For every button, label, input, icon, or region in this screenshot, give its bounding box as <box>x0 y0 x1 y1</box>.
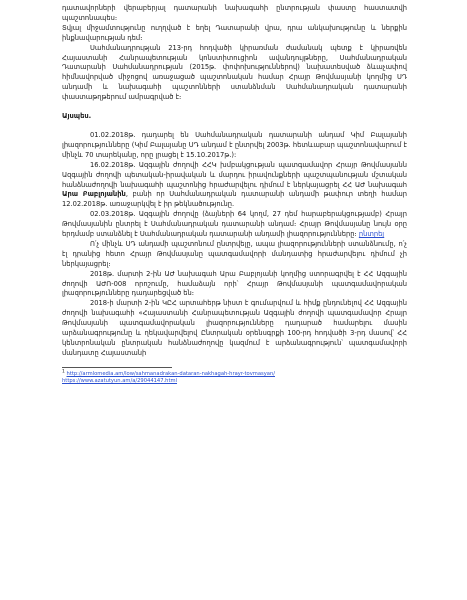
footnote-2 <box>62 378 407 386</box>
paragraph-constitution: Սահմանադրության 213-րդ հոդվածի կիրառման ժամանակ պետք է կիրառվեն Հայաստանի Հանրապետության կոնստիտուցիոն ավանդույթները, Սահմանադրական Դատարանի Սահմանադրության (2015թ. փոփոխություններով) նախատեսված ձևաչափով հիմնավորված միջոցով առաջացած պաշտոնական համար Հրայր Թովմասյանի կողմից ՍԴ անդամի և նախագահի պաշտոնների ստանձնման Սահմանադրական դատարանի փաստաթղթերում ամրագրված է։ <box>62 43 407 102</box>
footnote-link-2[interactable]: https://www.azatutyun.am/a/29044147.html <box>62 378 178 385</box>
paragraph-intro-1: դատավորների վերաբերյալ դատարանի նախագահի ընտրության փաստը հաստատվի պաշտոնապես։ <box>62 4 407 22</box>
paragraph-intro-2: Տվյալ միջամտությունը ուղղված է եղել Դատարանի վրա, դրա անկախությունը և ներքին ինքնավարության դեմ։ <box>62 23 407 42</box>
footnote-1 <box>62 371 407 379</box>
footnote-divider <box>62 367 172 368</box>
event-paragraph-3 <box>62 210 407 240</box>
event-paragraph-3-text: 02.03.2018թ. Ազգային ժողովը (ձայների 64 կողմ, 27 դեմ հարաբերակցությամբ) Հրայր Թովմասյանին ընտրել է Սահմանադրական դատարանի անդամ։ Հրայր Թովմասյանը նույն օրը երդմամբ ստանձնել է Սահմանադրական դատարանի անդամի լիազորությունները։ <box>62 210 407 239</box>
event-paragraph-2: 16.02.2018թ. Ազգային ժողովի ՀՀԿ խմբակցության պատգամավոր Հրայր Թովմասյանն Ազգային ժողովի պետական-իրավական և մարդու իրավունքների պաշտպանության մշտական հանձնաժողովի նախագահի պաշտոնից հրաժարվելու դիմում է ներկայացրել ՀՀ ԱԺ նախագահ Արա Բաբլոյանին, բանի որ Սահմանադրական դատարանի անդամի թափուր տեղի համար 12.02.2018թ. առաջարկվել է իր թեկնածությունը. <box>62 160 408 209</box>
inline-link[interactable]: ընտրել <box>358 230 385 239</box>
section-heading: Այսպես. <box>62 112 92 121</box>
event-paragraph-6: 2018-ի մարտի 2-ին ԿԸՀ արտահերթ նիստ է գումարվում և հիմք ընդունելով ՀՀ Ազգային ժողովի նախագահի «Հայաստանի Հանրապետության Ազգային ժողովի պատգամավոր Հրայր Թովմասյանի պատգամավորական լիազորությունները դադարած համարելու մասին արձանագրությունը և ղեկավարվելով Ընտրական օրենսգրքի 100-րդ հոդվածի 3-րդ մասով՝ ՀՀ կենտրոնական ընտրական հանձնաժողովը կազմում է արձանագրություն՝ պատգամավորի մանդատը Հայաստանի <box>62 299 407 357</box>
bold-name: Արա Բաբլոյանին <box>62 190 126 199</box>
event-paragraph-4: Ո՛չ մինչև ՍԴ անդամի պաշտոնում ընտրվելը, ապա լիազորությունների ստանձնումը, ո՛չ էլ դրանից հետո Հրայր Թովմասյանը պատգամավորի մանդատից հրաժարվելու դիմում չի ներկայացրել։ <box>62 239 407 268</box>
footnote-mark: 1 <box>62 369 65 375</box>
footnote-link-1[interactable]: http://armlomedia.am/low/sahmanadrakan-dataran-nakhagah-hrayr-tovmasyan/ <box>66 370 275 377</box>
event-paragraph-1: 01.02.2018թ. դադարել են Սահմանադրական դատարանի անդամ Կիմ Բալայանի լիազորությունները (Կիմ Բալայանը ՍԴ անդամ է ընտրվել 2003թ. հետևաբար պաշտոնավարում է մինչև 70 տարեկանը, որը լրացել է 15.10.2017թ.): <box>62 130 407 159</box>
event-paragraph-5: 2018թ. մարտի 2-ին ԱԺ նախագահ Արա Բաբլոյանի կողմից ստորագրվել է ՀՀ Ազգային ժողովի ԱԺՈ-008 որոշումը, համաձայն որի՝ Հրայր Թովմասյանի պատգամավորական լիազորությունները դադարեցված են։ <box>62 269 407 298</box>
